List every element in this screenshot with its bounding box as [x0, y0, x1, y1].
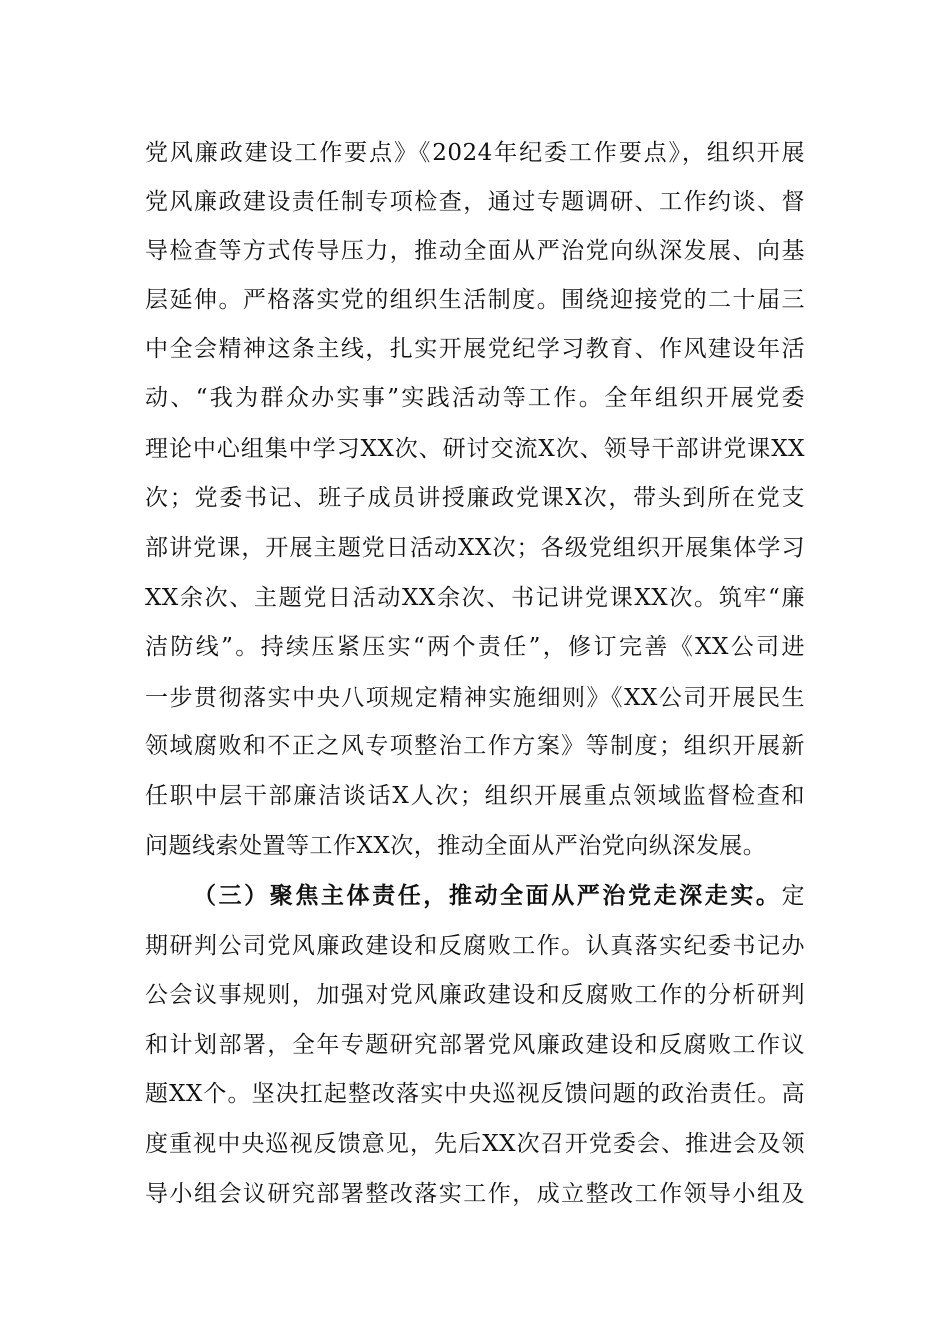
paragraph-line: 理论中心组集中学习XX次、研讨交流X次、领导干部讲党课XX: [145, 436, 805, 462]
section-heading-tail: 定: [781, 883, 805, 909]
paragraph-line: 洁防线”。持续压紧压实“两个责任”，修订完善《XX公司进: [145, 634, 805, 660]
paragraph-line: 导检查等方式传导压力，推动全面从严治党向纵深发展、向基: [145, 238, 805, 264]
paragraph-line: 公会议事规则，加强对党风廉政建设和反腐败工作的分析研判: [145, 982, 805, 1008]
paragraph-line: 层延伸。严格落实党的组织生活制度。围绕迎接党的二十届三: [145, 287, 805, 313]
section-heading-line: [193, 871, 805, 921]
paragraph-line: XX余次、主题党日活动XX余次、书记讲党课XX次。筑牢“廉: [145, 585, 805, 611]
paragraph-line: 问题线索处置等工作XX次，推动全面从严治党向纵深发展。: [145, 833, 767, 859]
paragraph-line: 党风廉政建设工作要点》《2024年纪委工作要点》，组织开展: [145, 140, 805, 166]
section-heading: （三）聚焦主体责任，推动全面从严治党走深走实。: [193, 883, 782, 909]
paragraph-line: 任职中层干部廉洁谈话X人次；组织开展重点领域监督检查和: [145, 783, 805, 809]
paragraph-line: 次；党委书记、班子成员讲授廉政党课X次，带头到所在党支: [145, 485, 805, 511]
paragraph-line: 动、“我为群众办实事”实践活动等工作。全年组织开展党委: [145, 385, 805, 411]
paragraph-line: 中全会精神这条主线，扎实开展党纪学习教育、作风建设年活: [145, 336, 805, 362]
paragraph-line: 党风廉政建设责任制专项检查，通过专题调研、工作约谈、督: [145, 189, 805, 215]
paragraph-line: 题XX个。坚决扛起整改落实中央巡视反馈问题的政治责任。高: [145, 1081, 805, 1107]
paragraph-line: 度重视中央巡视反馈意见，先后XX次召开党委会、推进会及领: [145, 1131, 805, 1157]
paragraph-line: 一步贯彻落实中央八项规定精神实施细则》《XX公司开展民生: [145, 685, 805, 711]
paragraph-line: 部讲党课，开展主题党日活动XX次；各级党组织开展集体学习: [145, 535, 805, 561]
paragraph-line: 导小组会议研究部署整改落实工作，成立整改工作领导小组及: [145, 1181, 805, 1207]
paragraph-line: 和计划部署，全年专题研究部署党风廉政建设和反腐败工作议: [145, 1032, 805, 1058]
paragraph-line: 期研判公司党风廉政建设和反腐败工作。认真落实纪委书记办: [145, 933, 805, 959]
paragraph-line: 领域腐败和不正之风专项整治工作方案》等制度；组织开展新: [145, 733, 805, 759]
